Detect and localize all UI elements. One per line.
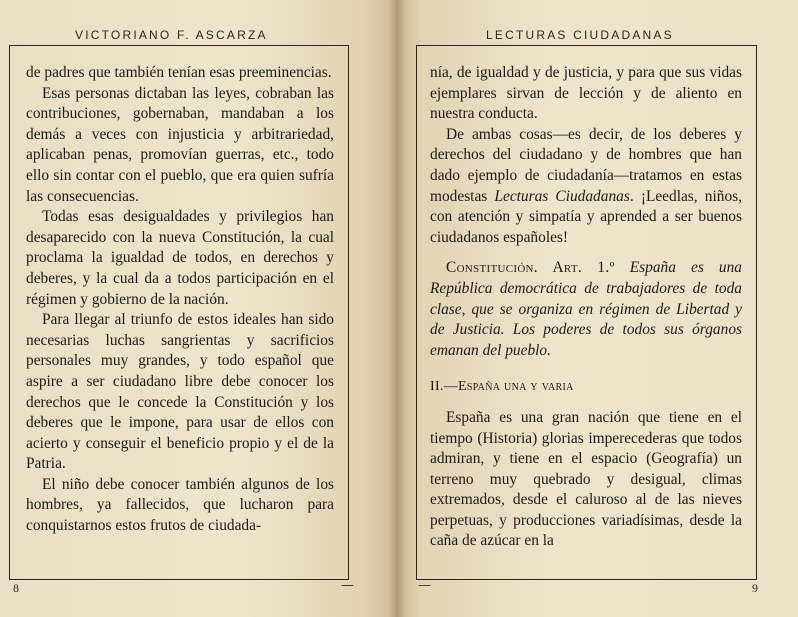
left-running-head: VICTORIANO F. ASCARZA <box>75 28 268 42</box>
right-page-number: 9 <box>752 581 758 595</box>
paragraph: de padres que también tenían esas preeminencias. <box>26 64 332 81</box>
left-folio-dash: — <box>341 578 354 593</box>
section-heading: II.—España una y varia <box>430 379 574 395</box>
paragraph-text: . ¡Leedlas, niños, con atención y simpatía y aprended a ser buenos ciudadanos españoles! <box>430 187 742 246</box>
paragraph: El niño debe conocer también algunos de los hombres, ya fallecidos, que lucharon para conquistarnos estos frutos de ciudada- <box>26 475 334 535</box>
article-text: España es una República democrática de trabajadores de toda clase, que se organiza en régimen de Libertad y de Justicia. Los poderes de todos sus órganos emanan del pueblo. <box>430 259 742 359</box>
constitution-article <box>430 258 742 361</box>
book-gutter <box>388 0 406 617</box>
paragraph <box>430 125 742 249</box>
paragraph: España es una gran nación que tiene en el tiempo (Historia) glorias imperecederas que todos admiran, y tiene en el espacio (Geografía) un terreno muy quebrado y desigual, climas extremados, desde el caluroso al de las nieves perpetuas, y producciones variadísimas, desde la caña de azúcar en la <box>430 408 742 550</box>
book-title: Lecturas Ciudadanas <box>494 187 630 205</box>
paragraph: Todas esas desigualdades y privilegios han desaparecido con la nueva Constitución, la cual proclama la igualdad de todos, en derechos y deberes, y la cual da a todos participación en el régimen y gobierno de la nación. <box>26 208 334 308</box>
paragraph: Esas personas dictaban las leyes, cobraban las contribuciones, gobernaban, mandaban a los demás a veces con injusticia y arbitrariedad, aplicaban penas, promovían guerras, etc., todo ello sin contar con el pueblo, que era quien sufría las consecuencias. <box>26 84 334 205</box>
right-running-head: LECTURAS CIUDADANAS <box>486 28 674 42</box>
paragraph-text: De ambas cosas—es decir, de los deberes y derechos del ciudadano y de hombres que han dado ejemplo de ciudadanía—tratamos en estas modestas <box>430 125 742 205</box>
paragraph: nía, de igualdad y de justicia, y para que sus vidas ejemplares sirvan de lección y de aliento en nuestra conducta. <box>430 64 742 123</box>
article-label: Constitución. Art. 1.º <box>446 259 615 277</box>
right-folio-dash: — <box>418 578 431 593</box>
left-body-text <box>26 63 334 537</box>
paragraph: Para llegar al triunfo de estos ideales han sido necesarias luchas sangrientas y sacrificios personales muy grandes, y todo español que aspire a ser ciudadano libre debe conocer los derechos que le concede la Constitución y los deberes que le impone, para usar de ellos con acierto y conseguir el beneficio propio y el de la Patria. <box>26 311 334 473</box>
right-body-text <box>430 63 742 552</box>
left-page-number: 8 <box>13 581 19 595</box>
